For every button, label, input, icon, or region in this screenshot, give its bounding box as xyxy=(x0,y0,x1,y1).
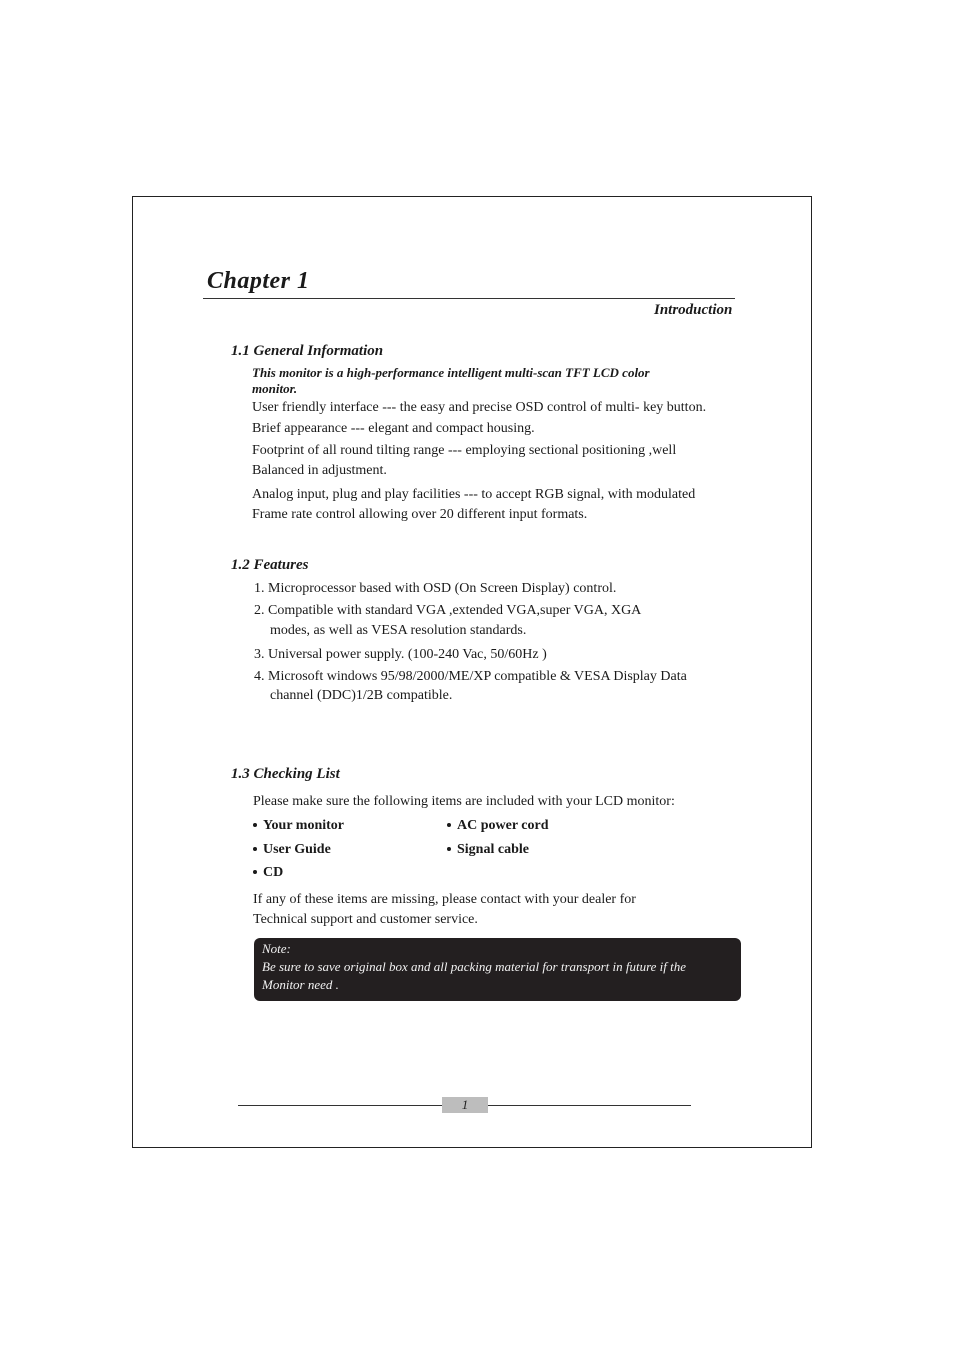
checklist-item-label: Your monitor xyxy=(263,818,345,833)
checking-list-outro: If any of these items are missing, please contact with your dealer for xyxy=(253,892,636,907)
checklist-item-label: CD xyxy=(263,865,284,880)
checklist-item xyxy=(447,818,549,834)
footer-rule-right xyxy=(488,1105,691,1106)
general-information-paragraph: Analog input, plug and play facilities --- to accept RGB signal, with modulated xyxy=(252,487,696,502)
feature-item: 2. Compatible with standard VGA ,extended VGA,super VGA, XGA xyxy=(254,603,642,618)
feature-item: 3. Universal power supply. (100-240 Vac, 50/60Hz ) xyxy=(254,647,547,662)
general-information-paragraph: User friendly interface --- the easy and precise OSD control of multi- key button. xyxy=(252,400,707,415)
checking-list-heading: 1.3 Checking List xyxy=(231,766,340,782)
bullet-icon xyxy=(253,847,257,851)
checking-list-outro: Technical support and customer service. xyxy=(253,912,478,927)
general-information-heading: 1.1 General Information xyxy=(231,343,384,359)
feature-item-continuation: channel (DDC)1/2B compatible. xyxy=(270,688,453,703)
bullet-icon xyxy=(447,823,451,827)
general-information-paragraph: Footprint of all round tilting range --- employing sectional positioning ,well xyxy=(252,443,677,458)
page-number: 1 xyxy=(442,1097,488,1113)
bullet-icon xyxy=(253,823,257,827)
bullet-icon xyxy=(253,870,257,874)
checklist-item xyxy=(447,842,529,858)
feature-item: 1. Microprocessor based with OSD (On Screen Display) control. xyxy=(254,581,617,596)
general-information-paragraph: Frame rate control allowing over 20 different input formats. xyxy=(252,507,588,522)
checklist-item xyxy=(253,865,283,881)
general-information-paragraph: Brief appearance --- elegant and compact housing. xyxy=(252,421,535,436)
bullet-icon xyxy=(447,847,451,851)
note-text: Be sure to save original box and all packing material for transport in future if the xyxy=(262,959,687,974)
checklist-item xyxy=(253,818,344,834)
chapter-divider xyxy=(203,298,735,299)
checklist-item-label: Signal cable xyxy=(457,842,529,857)
checklist-item xyxy=(253,842,331,858)
checking-list-intro: Please make sure the following items are included with your LCD monitor: xyxy=(253,794,675,809)
feature-item: 4. Microsoft windows 95/98/2000/ME/XP compatible & VESA Display Data xyxy=(254,669,687,684)
checklist-item-label: User Guide xyxy=(263,842,331,857)
chapter-title: Chapter 1 xyxy=(207,268,310,294)
section-title: Introduction xyxy=(654,302,733,318)
note-label: Note: xyxy=(262,941,291,956)
general-information-paragraph: Balanced in adjustment. xyxy=(252,463,387,478)
note-box xyxy=(254,938,741,1001)
feature-item-continuation: modes, as well as VESA resolution standards. xyxy=(270,623,527,638)
general-information-lead-line2: monitor. xyxy=(252,381,298,396)
checklist-item-label: AC power cord xyxy=(457,818,549,833)
general-information-lead-line1: This monitor is a high-performance intelligent multi-scan TFT LCD color xyxy=(252,365,650,380)
note-text: Monitor need . xyxy=(262,977,339,992)
features-heading: 1.2 Features xyxy=(231,557,309,573)
footer-rule-left xyxy=(238,1105,442,1106)
